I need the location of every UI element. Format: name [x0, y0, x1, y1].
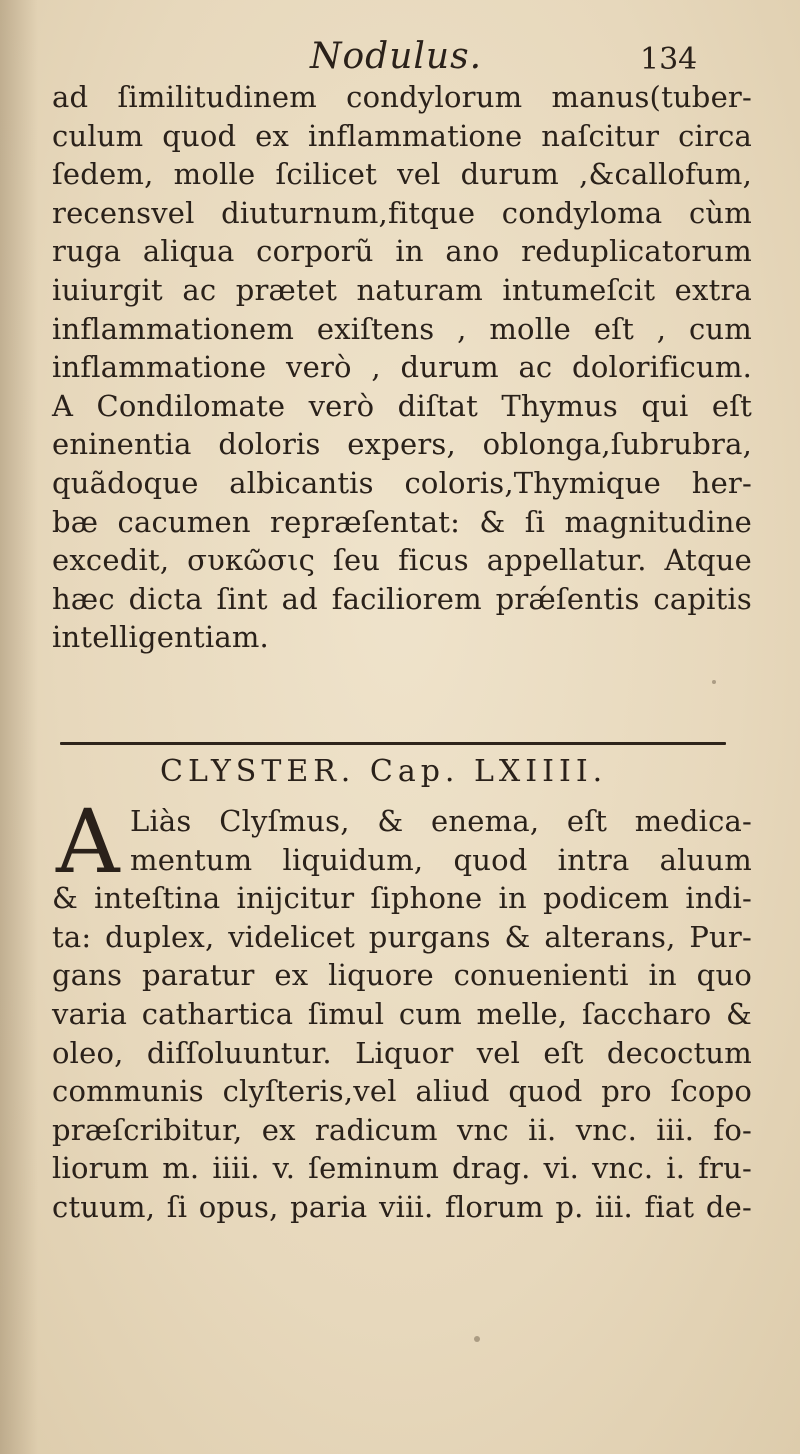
- text-line: bæ cacumen repræſentat: & ſi magnitudine: [52, 504, 752, 539]
- text-line: præſcribitur, ex radicum vnc ii. vnc. iii. fo-: [52, 1112, 752, 1147]
- text-line: communis clyſteris,vel aliud quod pro ſcopo: [52, 1074, 752, 1109]
- text-line: culum quod ex inflammatione naſcitur circa: [52, 118, 752, 153]
- text-line: inflammationem exiſtens , molle eſt , cum: [52, 311, 752, 346]
- paragraph-nodulus: [52, 78, 752, 657]
- paper-fleck: [474, 1336, 480, 1342]
- text-line: excedit, συκῶσις ſeu ficus appellatur. Atque: [52, 543, 752, 578]
- text-line: & inteſtina inijcitur ſiphone in podicem indi-: [52, 881, 752, 916]
- text-line: ctuum, ſi opus, paria viii. florum p. iii. fiat de-: [52, 1189, 752, 1224]
- text-line: inflammatione verò , durum ac dolorificum.: [52, 350, 752, 385]
- text-line: iuiurgit ac prætet naturam intumeſcit extra: [52, 272, 752, 307]
- section-rule: [60, 742, 726, 745]
- paper-fleck: [712, 680, 716, 684]
- text-line: recensvel diuturnum,fitque condyloma cùm: [52, 195, 752, 230]
- text-line: A Condilomate verò diſtat Thymus qui eſt: [52, 388, 752, 423]
- page-number: 134: [640, 42, 698, 77]
- text-line: gans paratur ex liquore conuenienti in quo: [52, 958, 752, 993]
- text-line: ad ſimilitudinem condylorum manus(tuber-: [52, 80, 752, 114]
- text-line: ruga aliqua corporũ in ano reduplicatorum: [52, 234, 752, 269]
- text-line: ſedem, molle ſcilicet vel durum ,&callofum,: [52, 157, 752, 192]
- page-header: [0, 32, 800, 82]
- text-line: quãdoque albicantis coloris,Thymique her-: [52, 465, 752, 500]
- text-line: eninentia doloris expers, oblonga,ſubrubra,: [52, 427, 752, 462]
- text-line: oleo, diſſoluuntur. Liquor vel eſt decoctum: [52, 1035, 752, 1070]
- text-line: liorum m. iiii. v. ſeminum drag. vi. vnc. i. fru-: [52, 1151, 752, 1186]
- text-line: Liàs Clyſmus, & enema, eſt medica-: [130, 804, 752, 838]
- chapter-heading: CLYSTER. Cap. LXIIII.: [160, 754, 608, 789]
- text-line: mentum liquidum, quod intra aluum: [130, 842, 752, 877]
- text-line: varia cathartica ſimul cum melle, ſaccharo &: [52, 996, 752, 1031]
- running-title: Nodulus.: [310, 36, 483, 77]
- drop-cap: A: [56, 790, 120, 893]
- text-line: ta: duplex, videlicet purgans & alterans, Pur-: [52, 919, 752, 954]
- text-line: intelligentiam.: [52, 620, 269, 655]
- paragraph-clyster: [52, 802, 752, 1227]
- gutter-shadow: [0, 0, 38, 1454]
- text-line: hæc dicta ſint ad faciliorem prǽſentis capitis: [52, 581, 752, 616]
